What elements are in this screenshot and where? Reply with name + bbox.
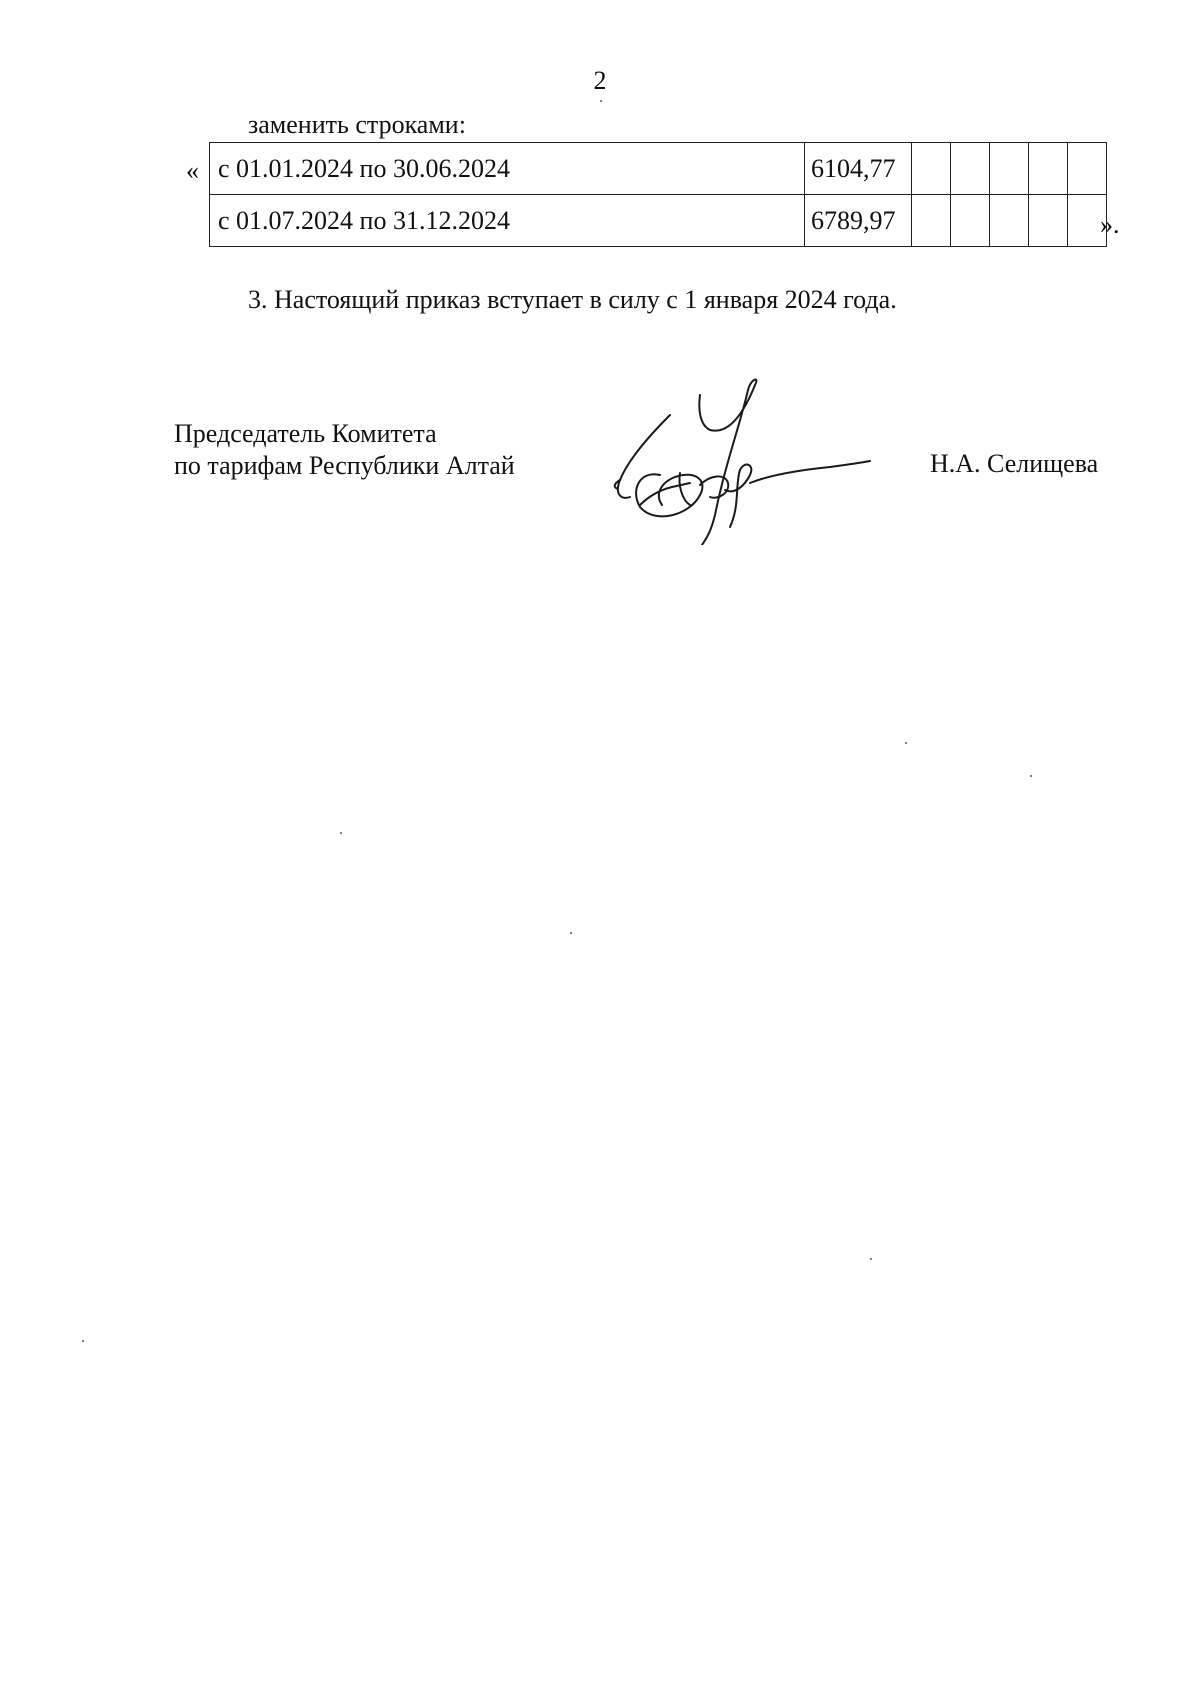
value-cell: 6104,77 <box>805 143 912 195</box>
empty-cell <box>1068 143 1107 195</box>
period-cell: с 01.01.2024 по 30.06.2024 <box>210 143 805 195</box>
scan-speck <box>870 1258 872 1260</box>
empty-cell <box>912 195 951 247</box>
empty-cell <box>990 143 1029 195</box>
opening-quote: « <box>186 156 199 185</box>
signer-title-line: Председатель Комитета <box>174 419 437 448</box>
empty-cell <box>1029 195 1068 247</box>
signer-name: Н.А. Селищева <box>930 449 1099 478</box>
intro-text: заменить строками: <box>248 110 466 139</box>
closing-quote: ». <box>1100 210 1120 239</box>
empty-cell <box>990 195 1029 247</box>
scan-speck <box>1030 775 1032 777</box>
signer-title <box>174 418 515 482</box>
scan-speck <box>340 832 342 834</box>
empty-cell <box>951 195 990 247</box>
scan-speck <box>570 932 572 934</box>
scan-speck <box>82 1340 84 1342</box>
empty-cell <box>1029 143 1068 195</box>
handwritten-signature <box>600 355 880 545</box>
value-cell: 6789,97 <box>805 195 912 247</box>
empty-cell <box>951 143 990 195</box>
table-row <box>210 143 1107 195</box>
clause-text: 3. Настоящий приказ вступает в силу с 1 января 2024 года. <box>248 285 897 314</box>
period-cell: с 01.07.2024 по 31.12.2024 <box>210 195 805 247</box>
page-number: 2 <box>593 66 607 95</box>
empty-cell <box>912 143 951 195</box>
signer-title-line: по тарифам Республики Алтай <box>174 451 515 480</box>
table-row <box>210 195 1107 247</box>
scan-speck <box>600 100 602 102</box>
tariff-table <box>209 142 1107 247</box>
scan-speck <box>905 742 907 744</box>
